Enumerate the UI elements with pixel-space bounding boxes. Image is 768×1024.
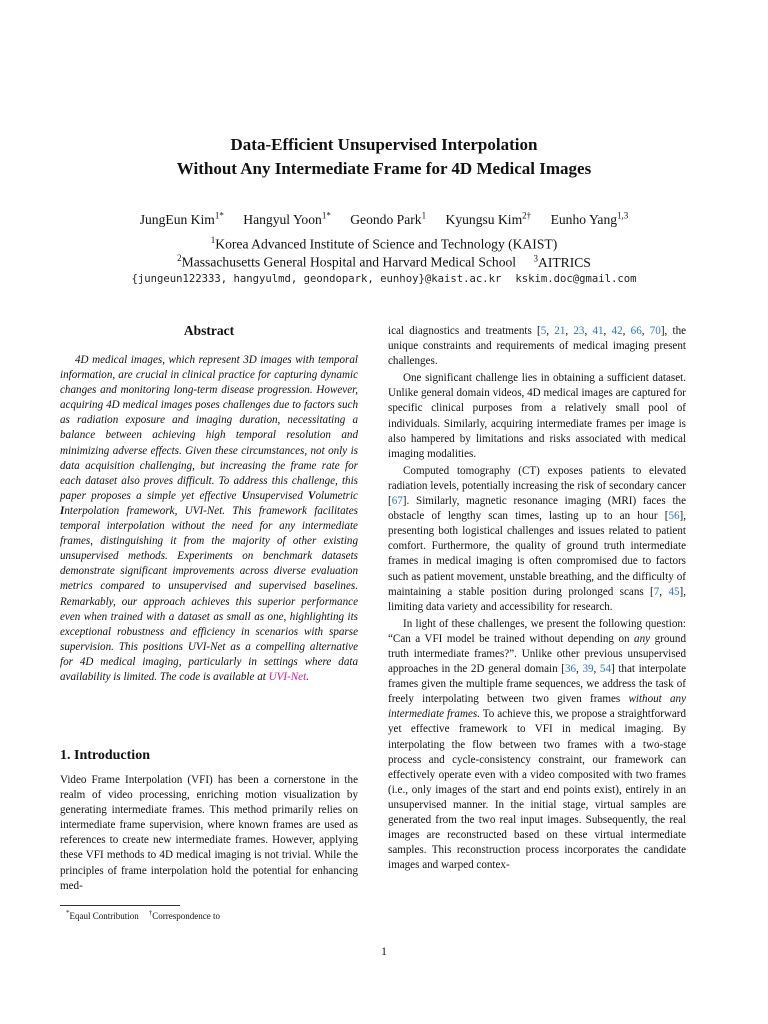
paragraph: In light of these challenges, we present the following question: “Can a VFI model be trained without depending on any ground truth intermediate frames?”. Unlike other previous unsupervised approaches in the 2D general domain [36, 39, 54] that interpolate frames given the multiple frame sequences, we address the task of freely interpolating between two given frames without any intermediate frames. To achieve this, we propose a straightforward yet effective framework to VFI in medical imaging. By interpolating the flow between two frames with a two-stage process and cycle-consistency constraint, our framework can effectively operate even with a video composited with two frames (i.e., only images of the start and end points exist), entirely in an unsupervised manner. In the initial stage, virtual samples are generated from the two real input images. Subsequently, the real images are reconstructed based on these virtual intermediate samples. This reconstruction process incorporates the candidate images and warped contex- — [388, 617, 687, 872]
footnote-rule — [60, 905, 180, 906]
citation-link[interactable]: 36 — [564, 663, 577, 676]
author — [243, 212, 331, 227]
citation-link[interactable]: 42 — [611, 325, 623, 337]
author-mark: 1,3 — [617, 210, 629, 220]
right-column-text — [388, 324, 686, 873]
affiliation-text: Massachusetts General Hospital and Harvard Medical School — [181, 254, 517, 270]
title-line-1: Data-Efficient Unsupervised Interpolation — [230, 135, 538, 154]
footnote: *Eqaul Contribution †Correspondence to — [66, 909, 220, 921]
author — [446, 212, 532, 227]
affiliation-mark: 2 — [177, 253, 182, 263]
author-mark: 2† — [522, 210, 532, 220]
author-name: Eunho Yang — [550, 211, 618, 227]
author-name: JungEun Kim — [139, 211, 215, 227]
citation-link[interactable]: 41 — [592, 325, 604, 337]
section-heading-introduction: 1. Introduction — [60, 748, 150, 763]
author-emails — [0, 273, 768, 285]
email-gmail: kskim.doc@gmail.com — [515, 273, 637, 285]
affiliation-2-3 — [0, 249, 768, 272]
author-name: Kyungsu Kim — [445, 211, 523, 227]
affiliation-text: Korea Advanced Institute of Science and Technology (KAIST) — [215, 236, 558, 252]
author — [350, 212, 426, 227]
citation-link[interactable]: 23 — [573, 325, 585, 337]
paragraph: One significant challenge lies in obtaining a sufficient dataset. Unlike general domain videos, 4D medical images are captured for specific clinical purposes from a relatively small pool of individuals. Similarly, acquiring intermediate frames per image is also hampered by limitations and risks associated with medical imaging modalities. — [388, 372, 686, 460]
paper-title — [0, 133, 768, 181]
author-name: Hangyul Yoon — [243, 211, 322, 227]
citation-link[interactable]: 21 — [554, 325, 566, 337]
author-mark: 1* — [321, 210, 331, 220]
citation-link[interactable]: 45 — [668, 585, 680, 598]
page-number: 1 — [381, 946, 387, 958]
citation-link[interactable]: 70 — [649, 325, 661, 337]
citation-link[interactable]: 54 — [599, 663, 612, 676]
citation-link[interactable]: 67 — [391, 495, 403, 508]
author-mark: 1 — [421, 210, 427, 220]
author-mark: 1* — [214, 210, 224, 220]
introduction-paragraph: Video Frame Interpolation (VFI) has been a cornerstone in the realm of video processing, enriching motion visualization by generating intermediate frames. This method primarily relies on intermediate frame supervision, where known frames are used as references to create new intermediate frames. However, applying these VFI methods to 4D medical imaging is not trivial. While the principles of frame interpolation hold the potential for enhancing med- — [60, 774, 358, 892]
citation-link[interactable]: 39 — [582, 663, 594, 676]
code-link[interactable]: UVI-Net — [268, 670, 307, 683]
paragraph: ical diagnostics and treatments [5, 21, 23, 41, 42, 66, 70], the unique constraints and requirements of medical imaging present challenges. — [388, 325, 687, 368]
citation-link[interactable]: 56 — [668, 510, 680, 523]
author-list — [0, 206, 768, 229]
affiliation-mark: 3 — [533, 253, 538, 263]
author — [140, 212, 224, 227]
citation-link[interactable]: 7 — [653, 585, 660, 598]
author — [551, 212, 629, 227]
author-name: Geondo Park — [350, 211, 422, 227]
paragraph: Computed tomography (CT) exposes patients to elevated radiation levels, potentially increasing the risk of secondary cancer [67]. Similarly, magnetic resonance imaging (MRI) faces the obstacle of lengthy scan times, lasting up to an hour [56], presenting both logistical challenges and issues related to patient comfort. Furthermore, the quality of ground truth intermediate frames in medical imaging is often compromised due to factors such as patient movement, unstable breathing, and the difficulty of maintaining a stable position during prolonged scans [7, 45], limiting data variety and accessibility for research. — [388, 464, 686, 613]
title-line-2: Without Any Intermediate Frame for 4D Medical Images — [176, 159, 592, 178]
email-kaist: {jungeun122333, hangyulmd, geondopark, eunhoy}@kaist.ac.kr — [131, 273, 502, 285]
citation-link[interactable]: 66 — [630, 325, 642, 337]
abstract-heading: Abstract — [183, 323, 235, 338]
affiliation-text: AITRICS — [538, 254, 591, 270]
abstract-body: 4D medical images, which represent 3D images with temporal information, are crucial in clinical practice for capturing dynamic changes and monitoring long-term disease progression. However, acquiring 4D medical images poses challenges due to factors such as radiation exposure and imaging duration, necessitating a balance between achieving high temporal resolution and minimizing adverse effects. Given these circumstances, not only is data acquisition challenging, but increasing the frame rate for each dataset also proves difficult. To address this challenge, this paper proposes a simple yet effective Unsupervised Volumetric Interpolation framework, UVI-Net. This framework facilitates temporal interpolation without the need for any intermediate frames, distinguishing it from the majority of other existing unsupervised methods. Experiments on benchmark datasets demonstrate significant improvements across diverse evaluation metrics compared to unsupervised and supervised baselines. Remarkably, our approach achieves this superior performance even when trained with a dataset as small as one, highlighting its exceptional robustness and efficiency in scenarios with sparse supervision. This positions UVI-Net as a compelling alternative for 4D medical imaging, particularly in settings where data availability is limited. The code is available at UVI-Net. — [60, 354, 358, 683]
affiliation-mark: 1 — [210, 235, 216, 245]
citation-link[interactable]: 5 — [540, 325, 547, 337]
